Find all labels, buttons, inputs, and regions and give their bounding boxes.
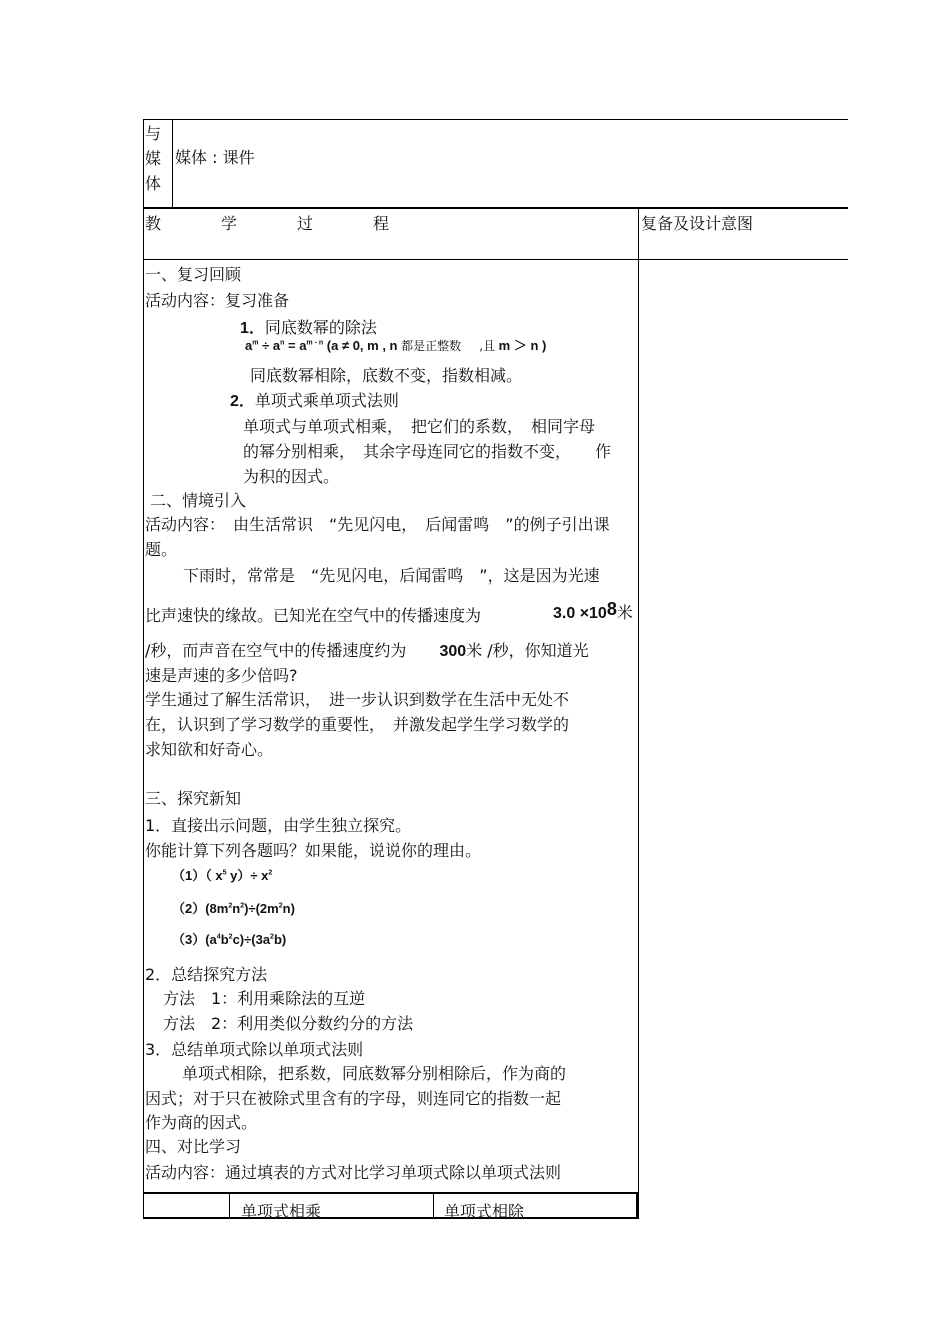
formula-exp: n: [280, 339, 285, 347]
problem-text: c)÷(3a: [232, 932, 271, 947]
header-char: 学: [221, 214, 238, 233]
section-review-title: 一、复习回顾: [145, 265, 242, 284]
problem-text: n: [232, 901, 241, 916]
purpose-line: 学生通过了解生活常识， 进一步认识到数学在生活中无处不: [145, 690, 570, 709]
story-text: /秒，而声音在空气中的传播速度约为: [145, 641, 407, 660]
explore-step: 3．总结单项式除以单项式法则: [145, 1040, 364, 1059]
problem-2: [172, 898, 295, 917]
formula-base: a: [245, 338, 253, 353]
label-char: 媒: [145, 149, 162, 168]
inner-table-col: [229, 1192, 230, 1219]
inner-table-header: 单项式相除: [444, 1202, 525, 1221]
inner-table-top: [143, 1192, 638, 1194]
formula-eq: = a: [287, 338, 307, 353]
formula-and: ,且: [479, 339, 496, 353]
problem-1: [172, 865, 272, 884]
method-line: 方法 1：利用乘除法的互逆: [163, 989, 366, 1008]
problem-3: [172, 929, 286, 948]
sound-speed: 300: [439, 643, 467, 660]
top-border: [143, 119, 848, 120]
rule1-text: 同底数幂相除，底数不变，指数相减。: [250, 366, 523, 385]
item1-title: 同底数幂的除法: [264, 318, 377, 337]
story-text: 米 /秒，你知道光: [466, 641, 589, 660]
label-char: 与: [145, 124, 162, 143]
problem-text: y）÷ x: [230, 868, 269, 883]
purpose-line: 求知欲和好奇心。: [145, 740, 274, 759]
problem-text: （3）(a: [172, 932, 217, 947]
media-text: 媒体 : 课件: [175, 148, 255, 167]
formula-exp: m: [252, 339, 259, 347]
explore-question: 你能计算下列各题吗？如果能，说说你的理由。: [145, 841, 482, 860]
item2-number: 2．: [230, 393, 255, 410]
row-divider-1: [143, 207, 848, 209]
problem-text: （2）(8m: [172, 901, 229, 916]
problem-exp: 5: [222, 869, 227, 877]
design-column-divider: [638, 207, 639, 1219]
problem-text: n): [282, 901, 295, 916]
purpose-line: 在，认识到了学习数学的重要性， 并激发起学生学习数学的: [145, 715, 570, 734]
section-explore-title: 三、探究新知: [145, 789, 242, 808]
header-char: 过: [297, 214, 314, 233]
light-speed: 3.0 ×10: [553, 605, 607, 622]
problem-text: （1）（ x: [172, 868, 223, 883]
explore-step: 1．直接出示问题，由学生独立探究。: [145, 816, 412, 835]
explore-step: 2．总结探究方法: [145, 965, 268, 984]
row-divider-2: [143, 259, 848, 260]
story-line: 比声速快的缘故。已知光在空气中的传播速度为: [145, 606, 482, 625]
problem-exp: 2: [268, 869, 273, 877]
rule2-line: 为积的因式。: [243, 467, 340, 486]
problem-exp: 2: [228, 902, 233, 910]
rule2-line: 单项式与单项式相乘， 把它们的系数， 相同字母: [243, 417, 596, 436]
problem-exp: 2: [228, 933, 233, 941]
story-line: 速是声速的多少倍吗?: [145, 666, 298, 685]
method-line: 方法 2：利用类似分数约分的方法: [163, 1014, 414, 1033]
rule3-line: 因式；对于只在被除式里含有的字母，则连同它的指数一起: [145, 1089, 562, 1108]
review-activity: 活动内容：复习准备: [145, 291, 290, 310]
problem-text: b: [220, 932, 229, 947]
inner-table-right: [636, 1192, 638, 1219]
light-speed-exp: 8: [606, 599, 617, 619]
section-compare-title: 四、对比学习: [145, 1137, 242, 1156]
problem-text: )÷(2m: [244, 901, 279, 916]
label-char: 体: [145, 174, 162, 193]
item2-title: 单项式乘单项式法则: [254, 391, 399, 410]
rule3-line: 单项式相除，把系数，同底数幂分别相除后，作为商的: [182, 1064, 567, 1083]
story-line: [145, 638, 589, 661]
section-intro-title: 二、情境引入: [150, 491, 247, 510]
item2-heading: [230, 388, 399, 411]
header-char: 程: [373, 214, 390, 233]
inner-table-col: [433, 1192, 434, 1219]
rule3-line: 作为商的因式。: [145, 1113, 258, 1132]
inner-table-bottom: [143, 1217, 638, 1219]
unit-mi: 米: [616, 603, 633, 622]
compare-activity: 活动内容：通过填表的方式对比学习单项式除以单项式法则: [145, 1163, 562, 1182]
problem-exp: 2: [270, 933, 274, 941]
formula-m-gt-n: m ＞ n ): [498, 338, 547, 353]
formula-condition: (a ≠ 0, m , n: [326, 338, 398, 353]
item1-number: 1．: [240, 320, 265, 337]
formula-integer-note: 都是正整数: [401, 339, 462, 353]
problem-exp: 2: [278, 902, 283, 910]
formula-div: ÷ a: [262, 338, 281, 353]
intro-activity-line: 活动内容： 由生活常识 “先见闪电， 后闻雷鸣 ”的例子引出课: [145, 515, 610, 534]
problem-text: b): [273, 932, 287, 947]
light-speed-value: [553, 600, 633, 623]
intro-activity-line: 题。: [145, 540, 178, 559]
inner-table-header: 单项式相乘: [241, 1202, 322, 1221]
left-border: [143, 119, 144, 1219]
problem-exp: 4: [216, 933, 221, 941]
design-header: 复备及设计意图: [641, 214, 754, 233]
story-line: 下雨时，常常是 “先见闪电，后闻雷鸣 ”，这是因为光速: [183, 566, 600, 585]
label-column-divider: [172, 119, 173, 208]
media-row-label: [145, 121, 169, 196]
formula-exp: m - n: [306, 339, 324, 347]
rule2-line: 的幂分别相乘， 其余字母连同它的指数不变， 作: [243, 442, 612, 461]
problem-exp: 2: [240, 902, 245, 910]
header-char: 教: [145, 214, 162, 233]
division-formula: [245, 335, 546, 354]
